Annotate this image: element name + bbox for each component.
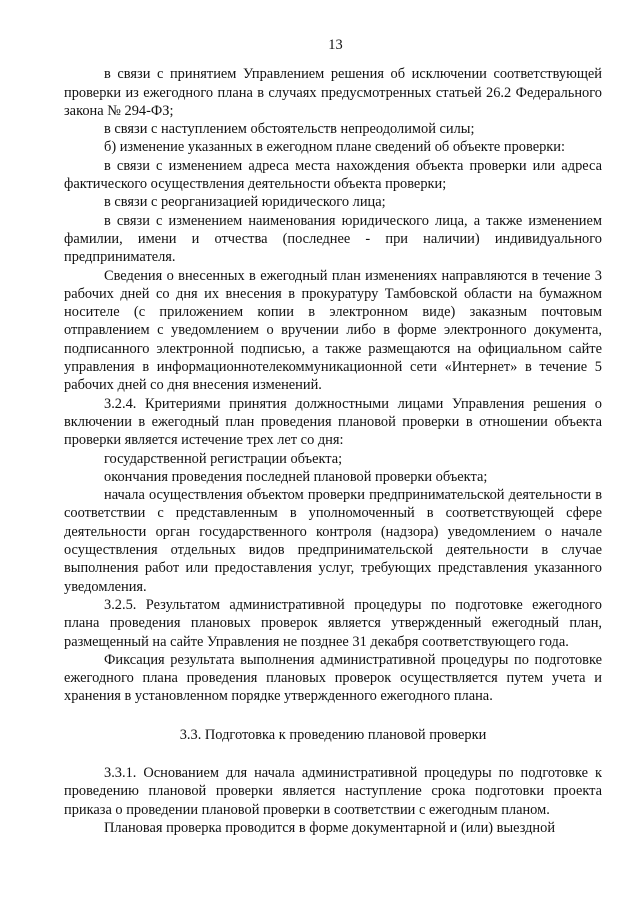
paragraph: в связи с изменением адреса места нахождения объекта проверки или адреса фактического осуществления деятельности объекта проверки; [64, 157, 602, 193]
paragraph: Сведения о внесенных в ежегодный план изменениях направляются в течение 3 рабочих дней со дня их внесения в прокуратуру Тамбовской области на бумажном носителе (с приложением копии в электронном виде) заказным почтовым отправлением с уведомлением о вручении либо в форме электронного документа, подписанного электронной подписью, а также размещаются на официальном сайте управления в информационнотелекоммуникационной сети «Интернет» в течение 5 рабочих дней со дня внесения изменений. [64, 267, 602, 394]
paragraph: начала осуществления объектом проверки предпринимательской деятельности в соответствии с представленным в уполномоченный в соответствующей сфере деятельности орган государственного контроля (надзора) уведомлением о начале осуществления отдельных видов предпринимательской деятельности в случае выполнения работ или предоставления услуг, требующих представления указанного уведомления. [64, 487, 602, 595]
paragraph: в связи с изменением наименования юридического лица, а также изменением фамилии, имени и отчества (последнее - при наличии) индивидуального предпринимателя. [64, 212, 602, 266]
paragraph: 3.2.4. Критериями принятия должностными лицами Управления решения о включении в ежегодный план проведения плановой проверки в отношении объекта проверки является истечение трех лет со дня: [64, 395, 602, 449]
paragraph: в связи с наступлением обстоятельств непреодолимой силы; [104, 121, 475, 138]
paragraph: Плановая проверка проводится в форме документарной и (или) выездной [104, 819, 556, 836]
paragraph: в связи с принятием Управлением решения об исключении соответствующей проверки из ежегодного плана в случаях предусмотренных статьей 26.2 Федерального закона № 294-ФЗ; [64, 66, 602, 119]
paragraph: 3.3.1. Основанием для начала административной процедуры по подготовке к проведению плановой проверки является наступление срока подготовки проекта приказа о проведении плановой проверки в соответствии с ежегодным планом. [64, 764, 602, 818]
paragraph: Фиксация результата выполнения административной процедуры по подготовке ежегодного плана проведения плановых проверок осуществляется путем учета и хранения в установленном порядке утвержденного ежегодного плана. [64, 651, 602, 705]
page-number: 13 [328, 37, 343, 53]
paragraph: в связи с реорганизацией юридического лица; [104, 194, 386, 211]
paragraph: окончания проведения последней плановой проверки объекта; [104, 468, 488, 485]
section-heading: 3.3. Подготовка к проведению плановой проверки [179, 726, 487, 743]
paragraph: государственной регистрации объекта; [104, 450, 343, 467]
paragraph: 3.2.5. Результатом административной процедуры по подготовке ежегодного плана проведения плановых проверок является утвержденный ежегодный план, размещенный на сайте Управления не позднее 31 декабря соответствующего года. [64, 596, 602, 650]
paragraph: б) изменение указанных в ежегодном плане сведений об объекте проверки: [104, 139, 565, 156]
